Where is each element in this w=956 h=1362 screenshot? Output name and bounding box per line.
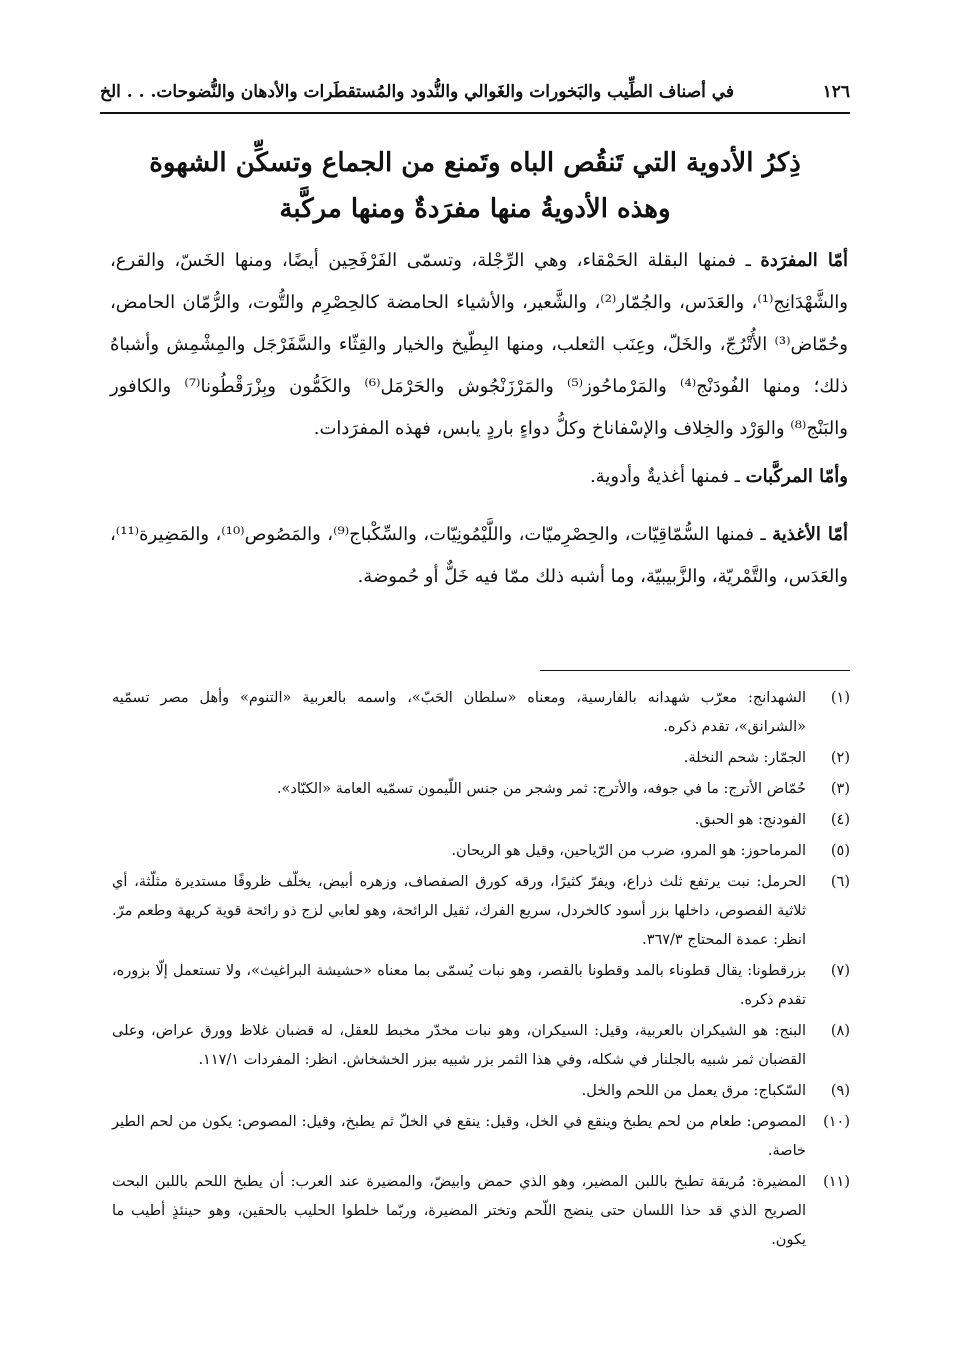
footnote-text: السّكباج: مرق يعمل من اللحم والخل. (581, 1083, 806, 1099)
footnote (112, 868, 850, 955)
footnote (112, 775, 850, 804)
footnote-text: الحرمل: نبت يرتفع ثلث ذراع، ويفرّ كثيرًا، ورقه كورق الصفصاف، وزهره أبيض، يخلّف ظروفًا مستديرة مثلّثة، أي ثلاثية الفصوص، داخلها بزر أسود كالخردل، سريع الفرك، ثقيل الرائحة، وهو لعابي لزج ذو رائحة قوية كريهة وطعم مرّ. انظر: عمدة المحتاج ٣٦٧/٣. (112, 874, 806, 948)
chapter-title (110, 140, 840, 232)
paragraph-foods (110, 514, 848, 598)
header-rule (100, 112, 850, 114)
paragraph-gap (110, 504, 848, 514)
paragraph-text: ـ فمنها أغذيةٌ وأدوية. (589, 466, 746, 487)
footnote-text: المرماحوز: هو المرو، ضرب من الرّياحين، وقيل هو الريحان. (451, 843, 806, 859)
paragraph-lead: أمّا الأغذية (772, 524, 848, 545)
running-title: في أصناف الطِّيب والبَخورات والغَوالي والنُّدود والمُستقطَرات والأدهان والنُّضوحات. . . الخ (100, 82, 735, 102)
footnote-number: (١٠) (823, 1114, 850, 1130)
chapter-title-line-1: ذِكرُ الأدوية التي تَنقُص الباه وتَمنع من الجماع وتسكِّن الشهوة (149, 148, 801, 178)
footnote-number: (٩) (830, 1083, 850, 1099)
footnote (112, 744, 850, 773)
paragraph-lead: وأمّا المركَّبات (745, 466, 848, 487)
page-number: ١٢٦ (822, 82, 850, 102)
footnote-number: (٥) (830, 843, 850, 859)
footnote (112, 1168, 850, 1255)
footnote-text: الجمّار: شحم النخلة. (683, 750, 806, 766)
footnote-text: البنج: هو الشيكران بالعربية، وقيل: السيكران، وهو نبات مخدّر مخبط للعقل، له قضبان غلاظ وورق عراض، وعلى القضبان ثمر شبيه بالجلنار في شكله، وفي هذا الثمر بزر شبيه ببزر الخشخاش. انظر: المفردات ١١٧/١. (112, 1023, 806, 1068)
footnote-number: (٦) (830, 874, 850, 890)
footnote-number: (٢) (830, 750, 850, 766)
footnote-text: بزرقطونا: يقال قطوناء بالمد وقطونا بالقصر، وهو نبات يُسمّى بما معناه «حشيشة البراغيث»، ولا تستعمل إلّا بزوره، تقدم ذكره. (112, 963, 806, 1008)
footnote-rule (540, 670, 850, 671)
footnote (112, 957, 850, 1015)
footnote (112, 684, 850, 742)
footnote-number: (١) (830, 690, 850, 706)
chapter-title-line-2: وهذه الأدويةُ منها مفرَدةٌ ومنها مركَّبة (279, 194, 671, 224)
footnote-text: حُمّاض الأترج: ما في جوفه، والأترج: ثمر وشجر من جنس اللّيمون تسمّيه العامة «الكبّاد». (276, 781, 806, 797)
paragraph-simples (110, 240, 848, 450)
paragraph-lead: أمّا المفرَدة (760, 250, 848, 271)
main-text (110, 240, 848, 604)
footnote-number: (٣) (830, 781, 850, 797)
footnote-text: الفودنج: هو الحبق. (694, 812, 806, 828)
footnote (112, 806, 850, 835)
footnote (112, 1017, 850, 1075)
paragraph-text: ـ فمنها السُّمّاقِيّات، والحِصْرِميّات، واللَّيْمُونِيّات، والسِّكْباج⁽⁹⁾، والمَصُوص⁽¹⁰⁾، والمَضِيرة⁽¹¹⁾، والعَدَس، والتَّمْريّة، والزَّبيبيّة، وما أشبه ذلك ممّا فيه خَلٌّ أو حُموضة. (110, 524, 848, 587)
footnote-number: (٤) (830, 812, 850, 828)
footnotes (112, 684, 850, 1257)
footnote-number: (١١) (823, 1174, 850, 1190)
paragraph-text: ـ فمنها البقلة الحَمْقاء، وهي الرِّجْلة، وتسمّى الفَرْفَحِين أيضًا، ومنها الخَسّ، والقرع، والشَّهْدَانِج⁽¹⁾، والعَدَس، والجُمّار⁽²⁾، والشَّعير، والأشياء الحامضة كالحِصْرِم والتُّوت، والرُّمّان الحامض، وحُمّاض⁽³⁾ الأُتْرُجّ، والخَلّ، وعِنَب الثعلب، ومنها البِطّيخ والخيار والقِثّاء والسَّفَرْجَل والمِشْمِش وأشباهُ ذلك؛ ومنها الفُودَنْج⁽⁴⁾ والمَرْماحُوز⁽⁵⁾ والمَرْزَنْجُوش والحَرْمَل⁽⁶⁾ والكَمُّون وبِزْرَقْطُونا⁽⁷⁾ والكافور والبَنْج⁽⁸⁾ والوَرْد والخِلاف والإسْفاناخ وكلُّ دواءٍ باردٍ يابس، فهذه المفرَدات. (110, 250, 848, 439)
footnote-text: المصوص: طعام من لحم يطبخ وينقع في الخل، وقيل: ينقع في الخلّ ثم يطبخ، وقيل: المصوص: يكون من لحم الطير خاصة. (112, 1114, 806, 1159)
footnote (112, 1077, 850, 1106)
footnote-text: الشهدانج: معرّب شهدانه بالفارسية، ومعناه «سلطان الحَبّ»، واسمه بالعربية «التنوم» وأهل مصر تسمّيه «الشرانق»، تقدم ذكره. (112, 690, 806, 735)
footnote-number: (٧) (830, 963, 850, 979)
footnote (112, 837, 850, 866)
paragraph-compounds (110, 456, 848, 498)
footnote (112, 1108, 850, 1166)
footnote-number: (٨) (830, 1023, 850, 1039)
footnote-text: المضيرة: مُريقة تطبخ باللبن المضير، وهو الذي حمض وابيضّ، والمضيرة عند العرب: أن يطبخ اللحم باللبن البحت الصريح الذي قد حذا اللسان حتى ينضج اللّحم وتختر المضيرة، وربّما خلطوا الحليب بالحقين، وهو حينئذٍ أطيب ما يكون. (112, 1174, 806, 1248)
running-head (100, 78, 850, 106)
